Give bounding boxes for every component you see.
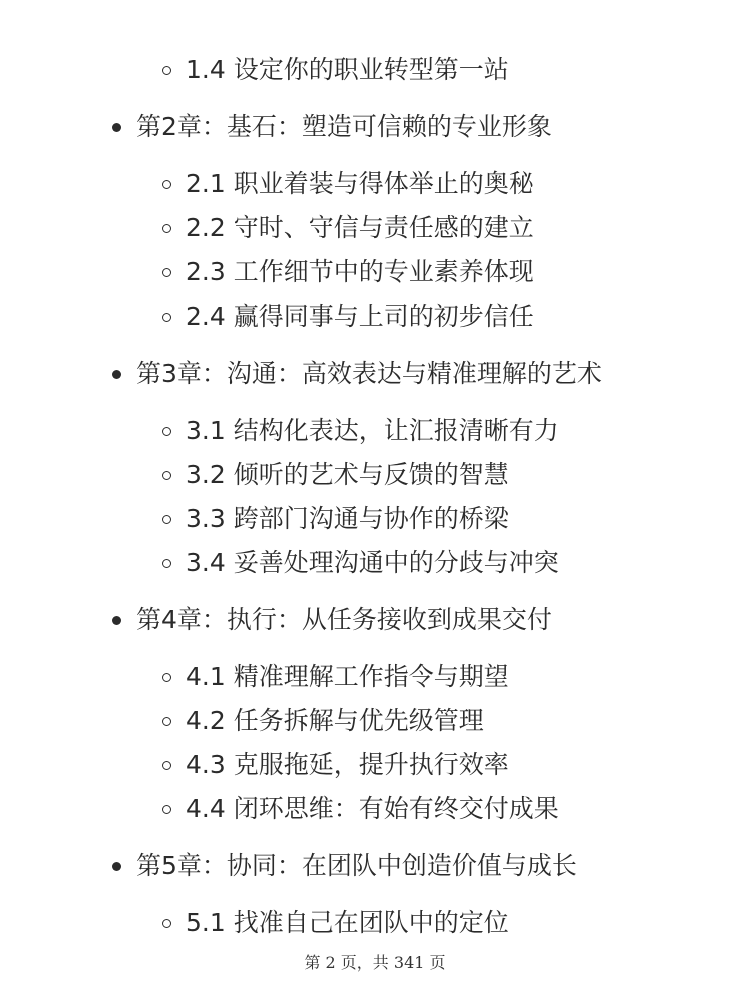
toc-section-label: 3.2 倾听的艺术与反馈的智慧 xyxy=(186,460,509,489)
circle-bullet-icon xyxy=(162,427,171,436)
toc-section-3-4[interactable] xyxy=(162,543,559,583)
circle-bullet-icon xyxy=(162,180,171,189)
toc-chapter-2[interactable] xyxy=(112,107,552,147)
toc-section-2-4[interactable] xyxy=(162,297,534,337)
toc-section-4-2[interactable] xyxy=(162,701,484,741)
disc-bullet-icon xyxy=(112,616,121,625)
toc-section-label: 1.4 设定你的职业转型第一站 xyxy=(186,55,509,84)
toc-chapter-label: 第2章：基石：塑造可信赖的专业形象 xyxy=(136,112,552,141)
toc-section-3-2[interactable] xyxy=(162,455,509,495)
toc-section-5-1[interactable] xyxy=(162,903,509,943)
toc-section-3-3[interactable] xyxy=(162,499,509,539)
toc-section-label: 4.4 闭环思维：有始有终交付成果 xyxy=(186,794,559,823)
toc-section-label: 2.1 职业着装与得体举止的奥秘 xyxy=(186,169,534,198)
toc-section-label: 4.1 精准理解工作指令与期望 xyxy=(186,662,509,691)
toc-chapter-label: 第4章：执行：从任务接收到成果交付 xyxy=(136,605,552,634)
toc-section-1-4[interactable] xyxy=(162,50,509,90)
toc-section-label: 3.4 妥善处理沟通中的分歧与冲突 xyxy=(186,548,559,577)
disc-bullet-icon xyxy=(112,370,121,379)
toc-section-4-1[interactable] xyxy=(162,657,509,697)
toc-section-label: 2.4 赢得同事与上司的初步信任 xyxy=(186,302,534,331)
page-number-footer: 第 2 页，共 341 页 xyxy=(304,953,446,972)
toc-section-label: 3.1 结构化表达，让汇报清晰有力 xyxy=(186,416,559,445)
circle-bullet-icon xyxy=(162,761,171,770)
toc-section-3-1[interactable] xyxy=(162,411,559,451)
circle-bullet-icon xyxy=(162,559,171,568)
toc-section-label: 5.1 找准自己在团队中的定位 xyxy=(186,908,509,937)
toc-section-4-4[interactable] xyxy=(162,789,559,829)
disc-bullet-icon xyxy=(112,862,121,871)
toc-section-label: 4.3 克服拖延，提升执行效率 xyxy=(186,750,509,779)
toc-chapter-label: 第5章：协同：在团队中创造价值与成长 xyxy=(136,851,577,880)
circle-bullet-icon xyxy=(162,673,171,682)
toc-chapter-4[interactable] xyxy=(112,600,552,640)
circle-bullet-icon xyxy=(162,717,171,726)
circle-bullet-icon xyxy=(162,268,171,277)
circle-bullet-icon xyxy=(162,313,171,322)
toc-section-4-3[interactable] xyxy=(162,745,509,785)
toc-section-2-2[interactable] xyxy=(162,208,534,248)
toc-section-label: 3.3 跨部门沟通与协作的桥梁 xyxy=(186,504,509,533)
toc-section-2-3[interactable] xyxy=(162,252,534,292)
disc-bullet-icon xyxy=(112,123,121,132)
circle-bullet-icon xyxy=(162,805,171,814)
toc-section-label: 2.2 守时、守信与责任感的建立 xyxy=(186,213,534,242)
circle-bullet-icon xyxy=(162,471,171,480)
toc-chapter-5[interactable] xyxy=(112,846,577,886)
circle-bullet-icon xyxy=(162,66,171,75)
circle-bullet-icon xyxy=(162,224,171,233)
toc-chapter-3[interactable] xyxy=(112,354,602,394)
circle-bullet-icon xyxy=(162,919,171,928)
toc-section-label: 2.3 工作细节中的专业素养体现 xyxy=(186,257,534,286)
toc-section-2-1[interactable] xyxy=(162,164,534,204)
circle-bullet-icon xyxy=(162,515,171,524)
toc-chapter-label: 第3章：沟通：高效表达与精准理解的艺术 xyxy=(136,359,602,388)
toc-section-label: 4.2 任务拆解与优先级管理 xyxy=(186,706,484,735)
